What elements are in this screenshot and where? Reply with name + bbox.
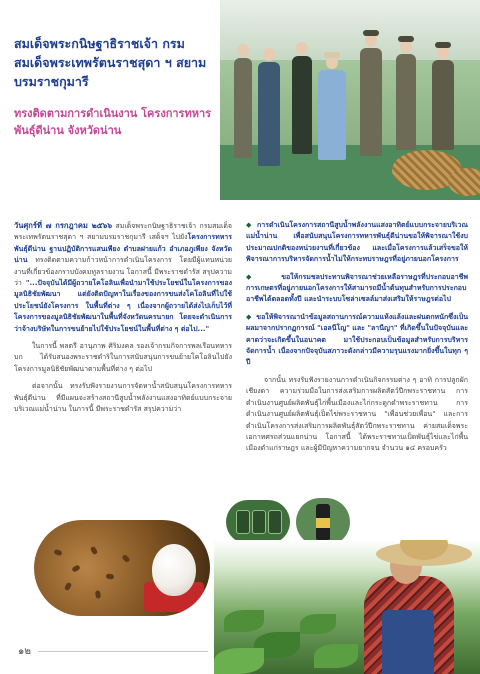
military-cap [363,30,379,36]
page-number: ๑๒ [18,646,31,657]
person-princess [318,70,346,160]
event-date: วันศุกร์ที่ ๗ กรกฎาคม ๒๕๖๖ [14,221,113,230]
sub-title: ทรงติดตามการดำเนินงาน โครงการทหารพันธุ์ดีน่าน จังหวัดน่าน [14,107,212,137]
person-head [263,48,275,61]
royal-quote: "...ปัจจุบันได้มีผู้ถวายโคโอลินเพื่อนำมาใช้ประโยชน์ในโครงการของมูลนิธิชัยพัฒนา แต่ยังติดปัญหาในเรื่องของการขนส่งโคโอลินที่ไปใช้ประโยชน์ยังโครงการ ในพื้นที่ต่าง ๆ เนื่องจากผู้ถวายได้ส่งไปเก็บไว้ที่โครงการของมูลนิธิชัยพัฒนาในพื้นที่จังหวัดนครนายก โดยจะดำเนินการว่าจ้างบริษัทในการขนย้ายไปใช้ประโยชน์ในพื้นที่ต่าง ๆ ต่อไป..." [14,279,232,333]
left-column [14,220,232,422]
title-block [14,34,214,139]
farmer-photo [214,540,480,674]
product-jars-photo [226,500,290,544]
cricket [53,549,62,556]
person-head [237,44,249,57]
diamond-bullet-icon: ◆ [246,221,255,229]
cricket [95,590,101,599]
bullet-item [246,272,468,306]
bullet-item [246,220,468,266]
bamboo-basket [448,168,480,196]
leaf [224,610,264,632]
right-column [246,220,468,461]
cricket [64,582,72,591]
product-bottle-photo [296,498,350,546]
bullet-text: การดำเนินโครงการสถานีสูบน้ำพลังงานแสงอาทิตย์แบบกระจายบริเวณแม่น้ำน่าน เพื่อสนับสนุนโครงการทหารพันธุ์ดีน่านขอให้พิจารณาใช้งบประมาณปกติของหน่วยงานที่เกี่ยวข้อง และเมื่อโครงการแล้วเสร็จขอให้พิจารณาการบริหารจัดการน้ำไม่ให้กระทบราษฎรที่อยู่ภายนอกโครงการ [246,221,468,264]
main-title: สมเด็จพระกนิษฐาธิราชเจ้า กรมสมเด็จพระเทพรัตนราชสุดา ฯ สยามบรมราชกุมารี [14,36,207,89]
intro-text-2: ทรงติดตามความก้าวหน้าการดำเนินโครงการ โดยมีผู้แทนหน่วยงานที่เกี่ยวข้องกราบบังคมทูลรายงาน โอกาสนี้ มีพระราชดำรัส สรุปความว่า [14,256,232,288]
straw-hat-icon [374,540,474,570]
person [432,60,454,150]
paragraph-intro [14,220,232,335]
project-location: โครงการทหารพันธุ์ดีน่าน ฐานปฏิบัติการแสนเพียง ตำบลฝายแก้ว อำเภอภูเพียง จังหวัดน่าน [14,233,232,265]
diamond-bullet-icon: ◆ [246,312,254,321]
cricket [106,573,115,579]
leaf [300,614,336,634]
jar [268,510,282,534]
paragraph-2: ในการนี้ พลตรี อานุภาพ ศิริมงคล รองเจ้ากรมกิจการพลเรือนทหารบก ได้รับสนองพระราชดำริในการสนับสนุนการขนย้ายโคโอลินไปยังโครงการมูลนิธิชัยพัฒนาตามพื้นที่ต่าง ๆ ต่อไป [14,342,232,373]
cricket-egg-photo [34,520,210,616]
person [258,62,280,166]
diamond-bullet-icon: ◆ [246,272,279,281]
jar [236,510,250,534]
footer-rule [38,651,208,652]
person [234,58,252,158]
farmer-apron [382,610,434,674]
hat [324,52,340,58]
cricket [121,554,130,563]
hero-photo [220,0,480,200]
paragraph-3: ต่อจากนั้น ทรงรับฟังรายงานการจัดหาน้ำสนับสนุนโครงการทหารพันธุ์ดีน่าน ที่มีแผนจะสร้างสถานีสูบน้ำพลังงานแสงอาทิตย์แบบกระจายบริเวณแม่น้ำน่าน ในการนี้ มีพระราชดำรัส สรุปความว่า [14,382,232,414]
person [292,56,312,154]
intro-text: สมเด็จพระกนิษฐาธิราชเจ้า กรมสมเด็จพระเทพรัตนราชสุดา ฯ สยามบรมราชกุมารี เสด็จฯ ไปยัง [14,222,232,242]
bottle-label [316,518,330,528]
military-cap [398,36,414,42]
leaf [314,644,358,668]
person [396,54,416,150]
bullet-text: ขอให้กรมชลประทานพิจารณาช่วยเหลือราษฎรที่ประกอบอาชีพการเกษตรที่อยู่ภายนอกโครงการให้สามารถมีน้ำต้นทุนสำหรับการประกอบอาชีพได้ตลอดทั้งปี และนำระบบโซล่าเซลล์มาส่งเสริมให้ราษฎรต่อไป [246,272,468,304]
egg [152,544,196,596]
leaf [214,648,264,674]
cricket [71,564,80,572]
bullet-item [246,312,468,369]
jar [252,510,266,534]
bullet-text: ขอให้พิจารณานำข้อมูลสถานการณ์ความแห้งแล้งและฝนตกหนักซึ่งเป็นผลมาจากปรากฏการณ์ "เอลนีโญ" และ "ลานีญา" ที่เกิดขึ้นในปัจจุบันและคาดว่าจะเกิดขึ้นในอนาคต มาใช้ประกอบเป็นข้อมูลสำหรับการบริหารจัดการน้ำ เนื่องจากปัจจุบันสภาวะดังกล่าวมีความรุนแรงมากยิ่งขึ้นในทุก ๆ ปี [246,312,468,367]
military-cap [435,42,451,48]
cricket [90,546,98,555]
paragraph-4: จากนั้น ทรงรับฟังรายงานการดำเนินกิจกรรมต่าง ๆ อาทิ การปลูกผักเชียงดา ความร่วมมือในการส่งเสริมการผลิตสัตว์ปีกพระราชทาน การดำเนินงานศูนย์ผลิตพันธุ์ไก่พื้นเมืองและไก่กระดูกดำพระราชทาน การดำเนินงานศูนย์ผลิตพันธุ์เป็ดไข่พระราชทาน "เพื่อนช่วยเพื่อน" และการดำเนินโครงการส่งเสริมการผลิตพันธุ์สัตว์ปีกพระราชทาน ค่ายสมเด็จพระเอกาทศรถส่วนแยกน่าน โอกาสนี้ ได้พระราชทานเป็ดพันธุ์ไข่และไก่พื้นเมืองดำแก่ราษฎร และผู้มีปัญหาความยากจน จำนวน ๑๔ ครอบครัว [246,375,468,453]
person-head [296,42,308,55]
person [360,48,382,156]
